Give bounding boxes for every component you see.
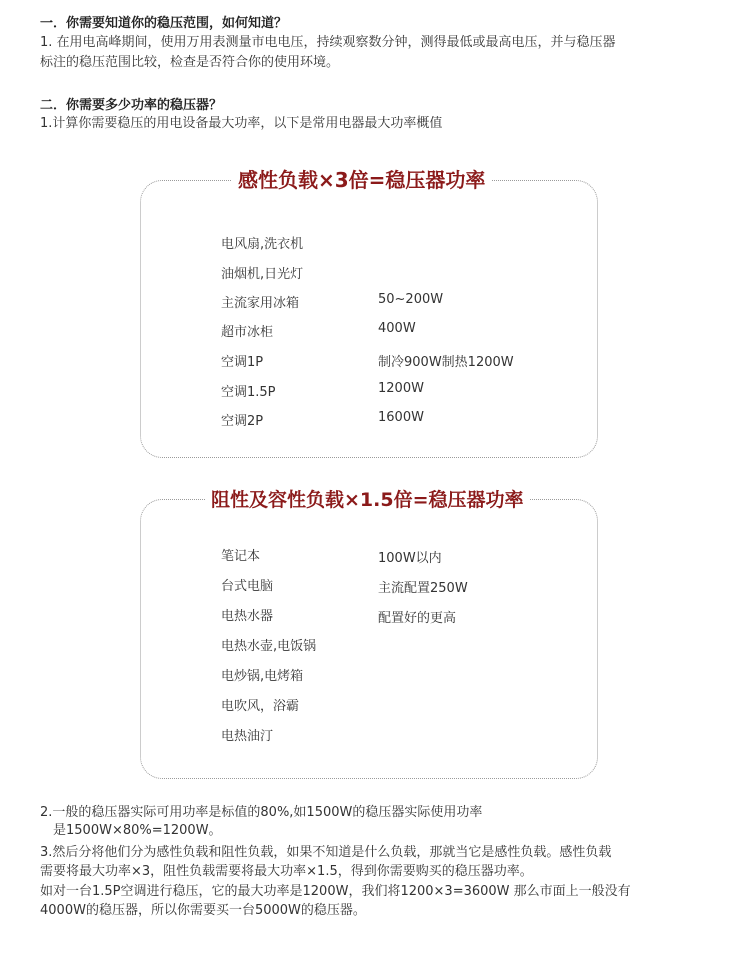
inductive-row-name: 主流家用冰箱 — [221, 296, 300, 311]
note3-line4: 4000W的稳压器，所以你需要买一台5000W的稳压器。 — [40, 903, 366, 918]
resistive-row-power: 100W以内 — [378, 551, 442, 566]
note2-line2: 是1500W×80%=1200W。 — [53, 823, 222, 838]
inductive-row-name: 电风扇,洗衣机 — [221, 237, 304, 252]
resistive-row-name: 电热水器 — [221, 609, 274, 624]
inductive-row-name: 超市冰柜 — [221, 325, 274, 340]
inductive-row-name: 空调1P — [221, 355, 264, 370]
resistive-row-power: 配置好的更高 — [378, 611, 457, 626]
inductive-row-power: 1600W — [378, 410, 424, 425]
section2-heading: 二．你需要多少功率的稳压器？ — [40, 98, 223, 113]
inductive-row-name: 空调2P — [221, 414, 264, 429]
note3-line1: 3.然后分将他们分为感性负载和阻性负载，如果不知道是什么负载，那就当它是感性负载。感性负载 — [40, 845, 612, 860]
section1-heading: 一．你需要知道你的稳压范围，如何知道？ — [40, 16, 288, 31]
section2-line1: 1.计算你需要稳压的用电设备最大功率，以下是常用电器最大功率概值 — [40, 116, 443, 131]
inductive-row-power: 400W — [378, 321, 416, 336]
note3-line2: 需要将最大功率×3，阻性负载需要将最大功率×1.5，得到你需要购买的稳压器功率。 — [40, 864, 533, 879]
resistive-row-name: 电吹风，浴霸 — [221, 699, 300, 714]
resistive-row-power: 主流配置250W — [378, 581, 468, 596]
inductive-row-power: 制冷900W制热1200W — [378, 355, 514, 370]
inductive-load-box — [140, 180, 598, 458]
resistive-load-box — [140, 499, 598, 779]
note3-line3: 如对一台1.5P空调进行稳压，它的最大功率是1200W，我们将1200×3=3600W 那么市面上一般没有 — [40, 884, 631, 899]
section1-line1: 1. 在用电高峰期间，使用万用表测量市电电压，持续观察数分钟，测得最低或最高电压，并与稳压器 — [40, 35, 616, 50]
resistive-load-title: 阻性及容性负载×1.5倍=稳压器功率 — [205, 486, 530, 514]
inductive-row-power: 1200W — [378, 381, 424, 396]
note2-line1: 2.一般的稳压器实际可用功率是标值的80%,如1500W的稳压器实际使用功率 — [40, 805, 483, 820]
section1-line2: 标注的稳压范围比较，检查是否符合你的使用环境。 — [40, 55, 340, 70]
resistive-row-name: 笔记本 — [221, 549, 261, 564]
inductive-row-name: 空调1.5P — [221, 385, 276, 400]
resistive-row-name: 电热油汀 — [221, 729, 274, 744]
inductive-row-power: 50~200W — [378, 292, 444, 307]
inductive-load-title: 感性负载×3倍=稳压器功率 — [232, 166, 491, 194]
resistive-row-name: 台式电脑 — [221, 579, 274, 594]
inductive-row-name: 油烟机,日光灯 — [221, 267, 304, 282]
resistive-row-name: 电炒锅,电烤箱 — [221, 669, 304, 684]
resistive-row-name: 电热水壶,电饭锅 — [221, 639, 317, 654]
